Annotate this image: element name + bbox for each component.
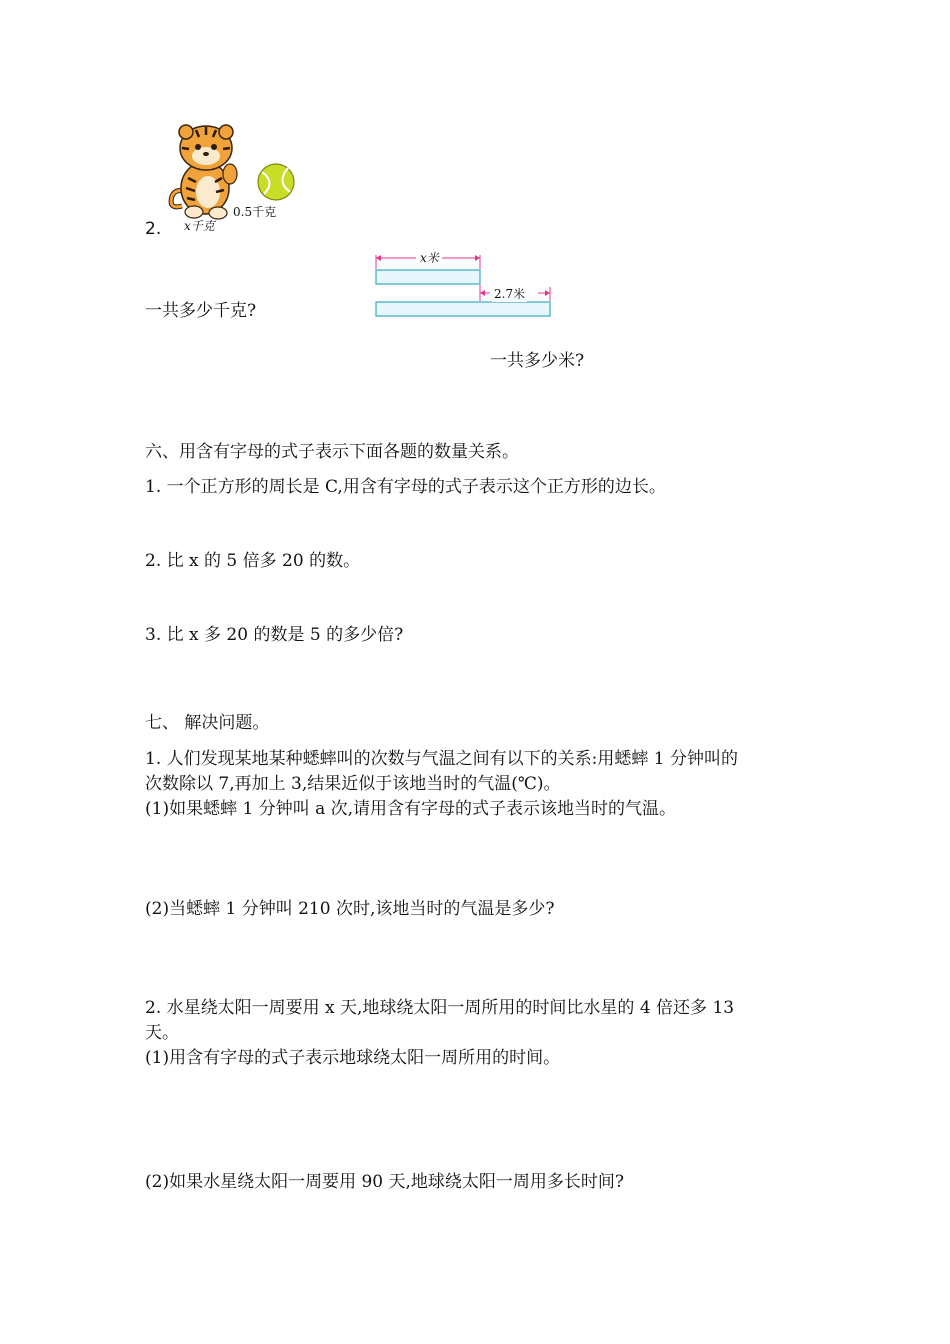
- section6-q2: 2. 比 x 的 5 倍多 20 的数。: [145, 551, 361, 571]
- section7-p2-line1: 2. 水星绕太阳一周要用 x 天,地球绕太阳一周所用的时间比水星的 4 倍还多 13: [145, 998, 735, 1018]
- question-length: 一共多少米?: [490, 351, 585, 371]
- section6-q1: 1. 一个正方形的周长是 C,用含有字母的式子表示这个正方形的边长。: [145, 477, 666, 497]
- tiger-ball-illustration: [160, 118, 300, 228]
- item-number: 2.: [145, 219, 162, 239]
- section7-p2-sub2: (2)如果水星绕太阳一周要用 90 天,地球绕太阳一周用多长时间?: [145, 1172, 625, 1192]
- bar-top-label: x米: [420, 251, 439, 265]
- section6-title: 六、用含有字母的式子表示下面各题的数量关系。: [145, 442, 519, 462]
- bar-extra-label: 2.7米: [494, 287, 526, 301]
- section7-p2-line2: 天。: [145, 1023, 179, 1043]
- ball-weight-label: 0.5千克: [233, 205, 277, 219]
- question-weight: 一共多少千克?: [145, 301, 257, 321]
- bar-diagram: [370, 247, 560, 323]
- section6-q3: 3. 比 x 多 20 的数是 5 的多少倍?: [145, 625, 404, 645]
- section7-p1-line2: 次数除以 7,再加上 3,结果近似于该地当时的气温(℃)。: [145, 774, 561, 794]
- tiger-weight-label: x千克: [184, 219, 215, 233]
- section7-p1-sub1: (1)如果蟋蟀 1 分钟叫 a 次,请用含有字母的式子表示该地当时的气温。: [145, 799, 677, 819]
- tennis-ball-icon: [256, 162, 296, 202]
- section7-title: 七、 解决问题。: [145, 713, 270, 733]
- section7-p1-line1: 1. 人们发现某地某种蟋蟀叫的次数与气温之间有以下的关系:用蟋蟀 1 分钟叫的: [145, 749, 738, 769]
- section7-p1-sub2: (2)当蟋蟀 1 分钟叫 210 次时,该地当时的气温是多少?: [145, 899, 555, 919]
- section7-p2-sub1: (1)用含有字母的式子表示地球绕太阳一周所用的时间。: [145, 1048, 561, 1068]
